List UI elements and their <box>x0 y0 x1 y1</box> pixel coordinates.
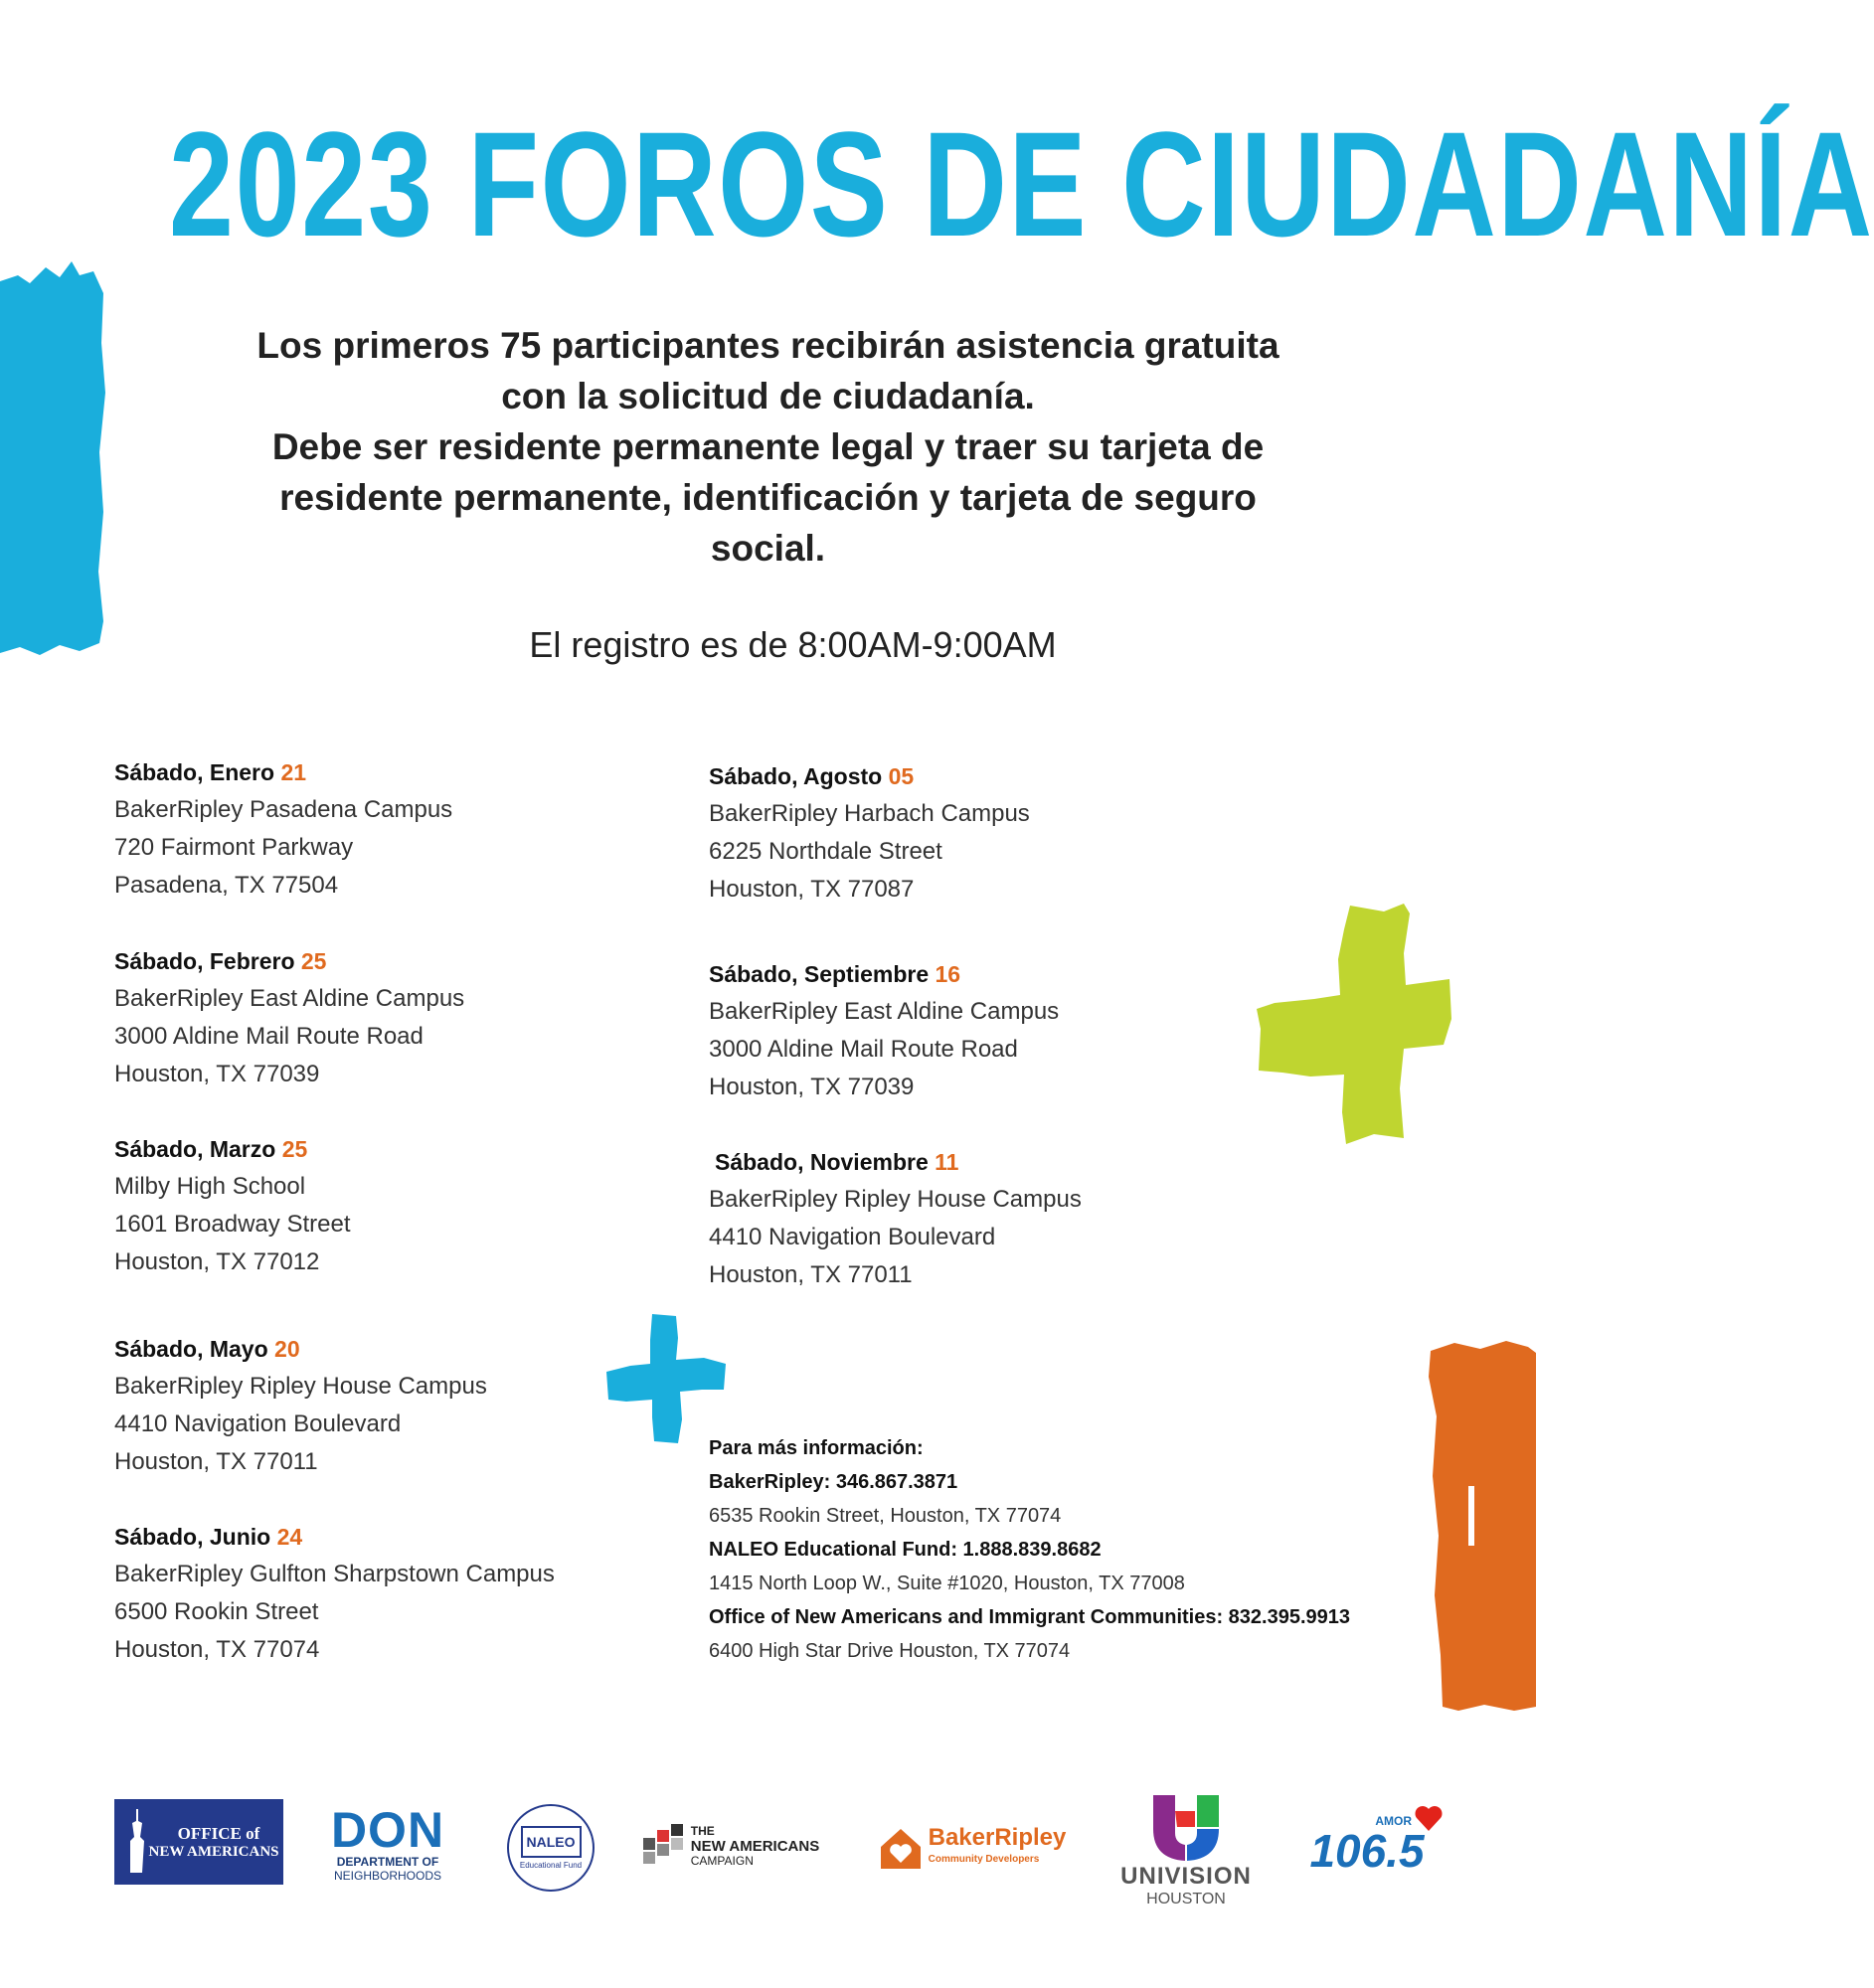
intro-line: social. <box>710 528 826 569</box>
event-venue: BakerRipley Harbach Campus <box>709 800 1030 827</box>
event-date: Sábado, Marzo 25 <box>114 1136 308 1162</box>
naleo-sub: Educational Fund <box>519 1861 583 1870</box>
event-city: Houston, TX 77074 <box>114 1636 320 1663</box>
event-street: 4410 Navigation Boulevard <box>114 1410 402 1437</box>
intro-line: residente permanente, identificación y tarjeta de seguro <box>279 477 1257 518</box>
campaign-text: THE NEW AMERICANS CAMPAIGN <box>690 1823 820 1868</box>
event-date: Sábado, Junio 24 <box>114 1524 303 1550</box>
green-plus-decoration <box>1255 900 1453 1148</box>
event-junio <box>114 1518 671 1669</box>
event-city: Houston, TX 77011 <box>114 1448 318 1475</box>
contact-address: 1415 North Loop W., Suite #1020, Houston, TX 77008 <box>709 1573 1185 1594</box>
event-agosto <box>709 757 1266 909</box>
amor-tag: AMOR <box>1375 1814 1412 1828</box>
univision-houston-logo <box>1107 1791 1266 1910</box>
event-street: 3000 Aldine Mail Route Road <box>709 1036 1018 1063</box>
don-mark: DON <box>330 1802 445 1858</box>
univision-emblem-icon <box>1151 1793 1221 1863</box>
contact-address: 6535 Rookin Street, Houston, TX 77074 <box>709 1505 1062 1527</box>
event-date: Sábado, Enero 21 <box>114 759 307 785</box>
event-venue: BakerRipley Ripley House Campus <box>709 1186 1082 1213</box>
house-heart-icon <box>879 1827 923 1871</box>
contact-label: BakerRipley: 346.867.3871 <box>709 1471 958 1493</box>
heart-icon <box>1414 1804 1444 1832</box>
event-mayo <box>114 1330 671 1481</box>
bakerripley-sub: Community Developers <box>928 1854 1040 1865</box>
event-date: Sábado, Febrero 25 <box>114 948 327 974</box>
event-city: Houston, TX 77039 <box>709 1074 915 1100</box>
ona-line1: OFFICE of <box>177 1823 260 1843</box>
event-street: 3000 Aldine Mail Route Road <box>114 1023 424 1050</box>
event-noviembre <box>709 1143 1266 1294</box>
bakerripley-name: BakerRipley <box>928 1824 1067 1851</box>
event-date: Sábado, Noviembre 11 <box>715 1149 959 1175</box>
event-marzo <box>114 1130 671 1281</box>
amor-frequency: 106.5 <box>1309 1825 1425 1877</box>
event-street: 4410 Navigation Boulevard <box>709 1224 996 1250</box>
bakerripley-logo <box>863 1824 1082 1874</box>
naleo-logo <box>507 1804 595 1892</box>
event-venue: BakerRipley East Aldine Campus <box>709 998 1060 1025</box>
don-line2: NEIGHBORHOODS <box>333 1869 441 1883</box>
intro-line: Debe ser residente permanente legal y traer su tarjeta de <box>271 426 1265 467</box>
event-street: 6500 Rookin Street <box>114 1598 319 1625</box>
event-city: Pasadena, TX 77504 <box>114 872 339 899</box>
ona-line2: NEW AMERICANS <box>148 1843 279 1860</box>
naleo-mark: NALEO <box>521 1826 582 1858</box>
contact-label: NALEO Educational Fund: 1.888.839.8682 <box>709 1539 1102 1561</box>
event-street: 720 Fairmont Parkway <box>114 834 354 861</box>
page-title: 2023 FOROS DE CIUDADANÍA <box>168 100 1874 267</box>
statue-of-liberty-icon <box>122 1807 152 1877</box>
contact-label: Office of New Americans and Immigrant Communities: 832.395.9913 <box>709 1606 1351 1628</box>
univision-name: UNIVISION <box>1120 1863 1252 1890</box>
campaign-squares-icon <box>643 1824 687 1868</box>
event-date: Sábado, Mayo 20 <box>114 1336 300 1362</box>
event-venue: BakerRipley Ripley House Campus <box>114 1373 487 1400</box>
intro-line: con la solicitud de ciudadanía. <box>501 376 1035 416</box>
event-city: Houston, TX 77087 <box>709 876 915 903</box>
event-venue: BakerRipley Gulfton Sharpstown Campus <box>114 1561 555 1587</box>
blue-brush-left-decoration <box>0 253 109 661</box>
office-new-americans-logo <box>114 1799 283 1885</box>
event-street: 1601 Broadway Street <box>114 1211 351 1238</box>
event-city: Houston, TX 77011 <box>709 1261 913 1288</box>
event-city: Houston, TX 77039 <box>114 1061 320 1087</box>
event-venue: Milby High School <box>114 1173 306 1200</box>
new-americans-campaign-logo <box>639 1817 823 1875</box>
contact-address: 6400 High Star Drive Houston, TX 77074 <box>709 1640 1071 1662</box>
event-date: Sábado, Agosto 05 <box>709 763 915 789</box>
intro-text <box>199 320 1337 574</box>
amor-1065-logo <box>1282 1804 1451 1884</box>
intro-line: Los primeros 75 participantes recibirán asistencia gratuita <box>256 325 1279 366</box>
event-venue: BakerRipley East Aldine Campus <box>114 985 465 1012</box>
event-septiembre <box>709 955 1266 1106</box>
don-line1: DEPARTMENT OF <box>336 1855 439 1869</box>
event-date: Sábado, Septiembre 16 <box>709 961 961 987</box>
info-heading: Para más información: <box>709 1437 924 1459</box>
registration-time: El registro es de 8:00AM-9:00AM <box>529 624 1057 665</box>
event-venue: BakerRipley Pasadena Campus <box>114 796 453 823</box>
event-enero <box>114 753 671 905</box>
event-city: Houston, TX 77012 <box>114 1248 320 1275</box>
event-febrero <box>114 942 671 1093</box>
department-of-neighborhoods-logo <box>323 1801 452 1887</box>
contact-info <box>709 1431 1445 1668</box>
univision-sub: HOUSTON <box>1146 1891 1226 1907</box>
event-street: 6225 Northdale Street <box>709 838 942 865</box>
